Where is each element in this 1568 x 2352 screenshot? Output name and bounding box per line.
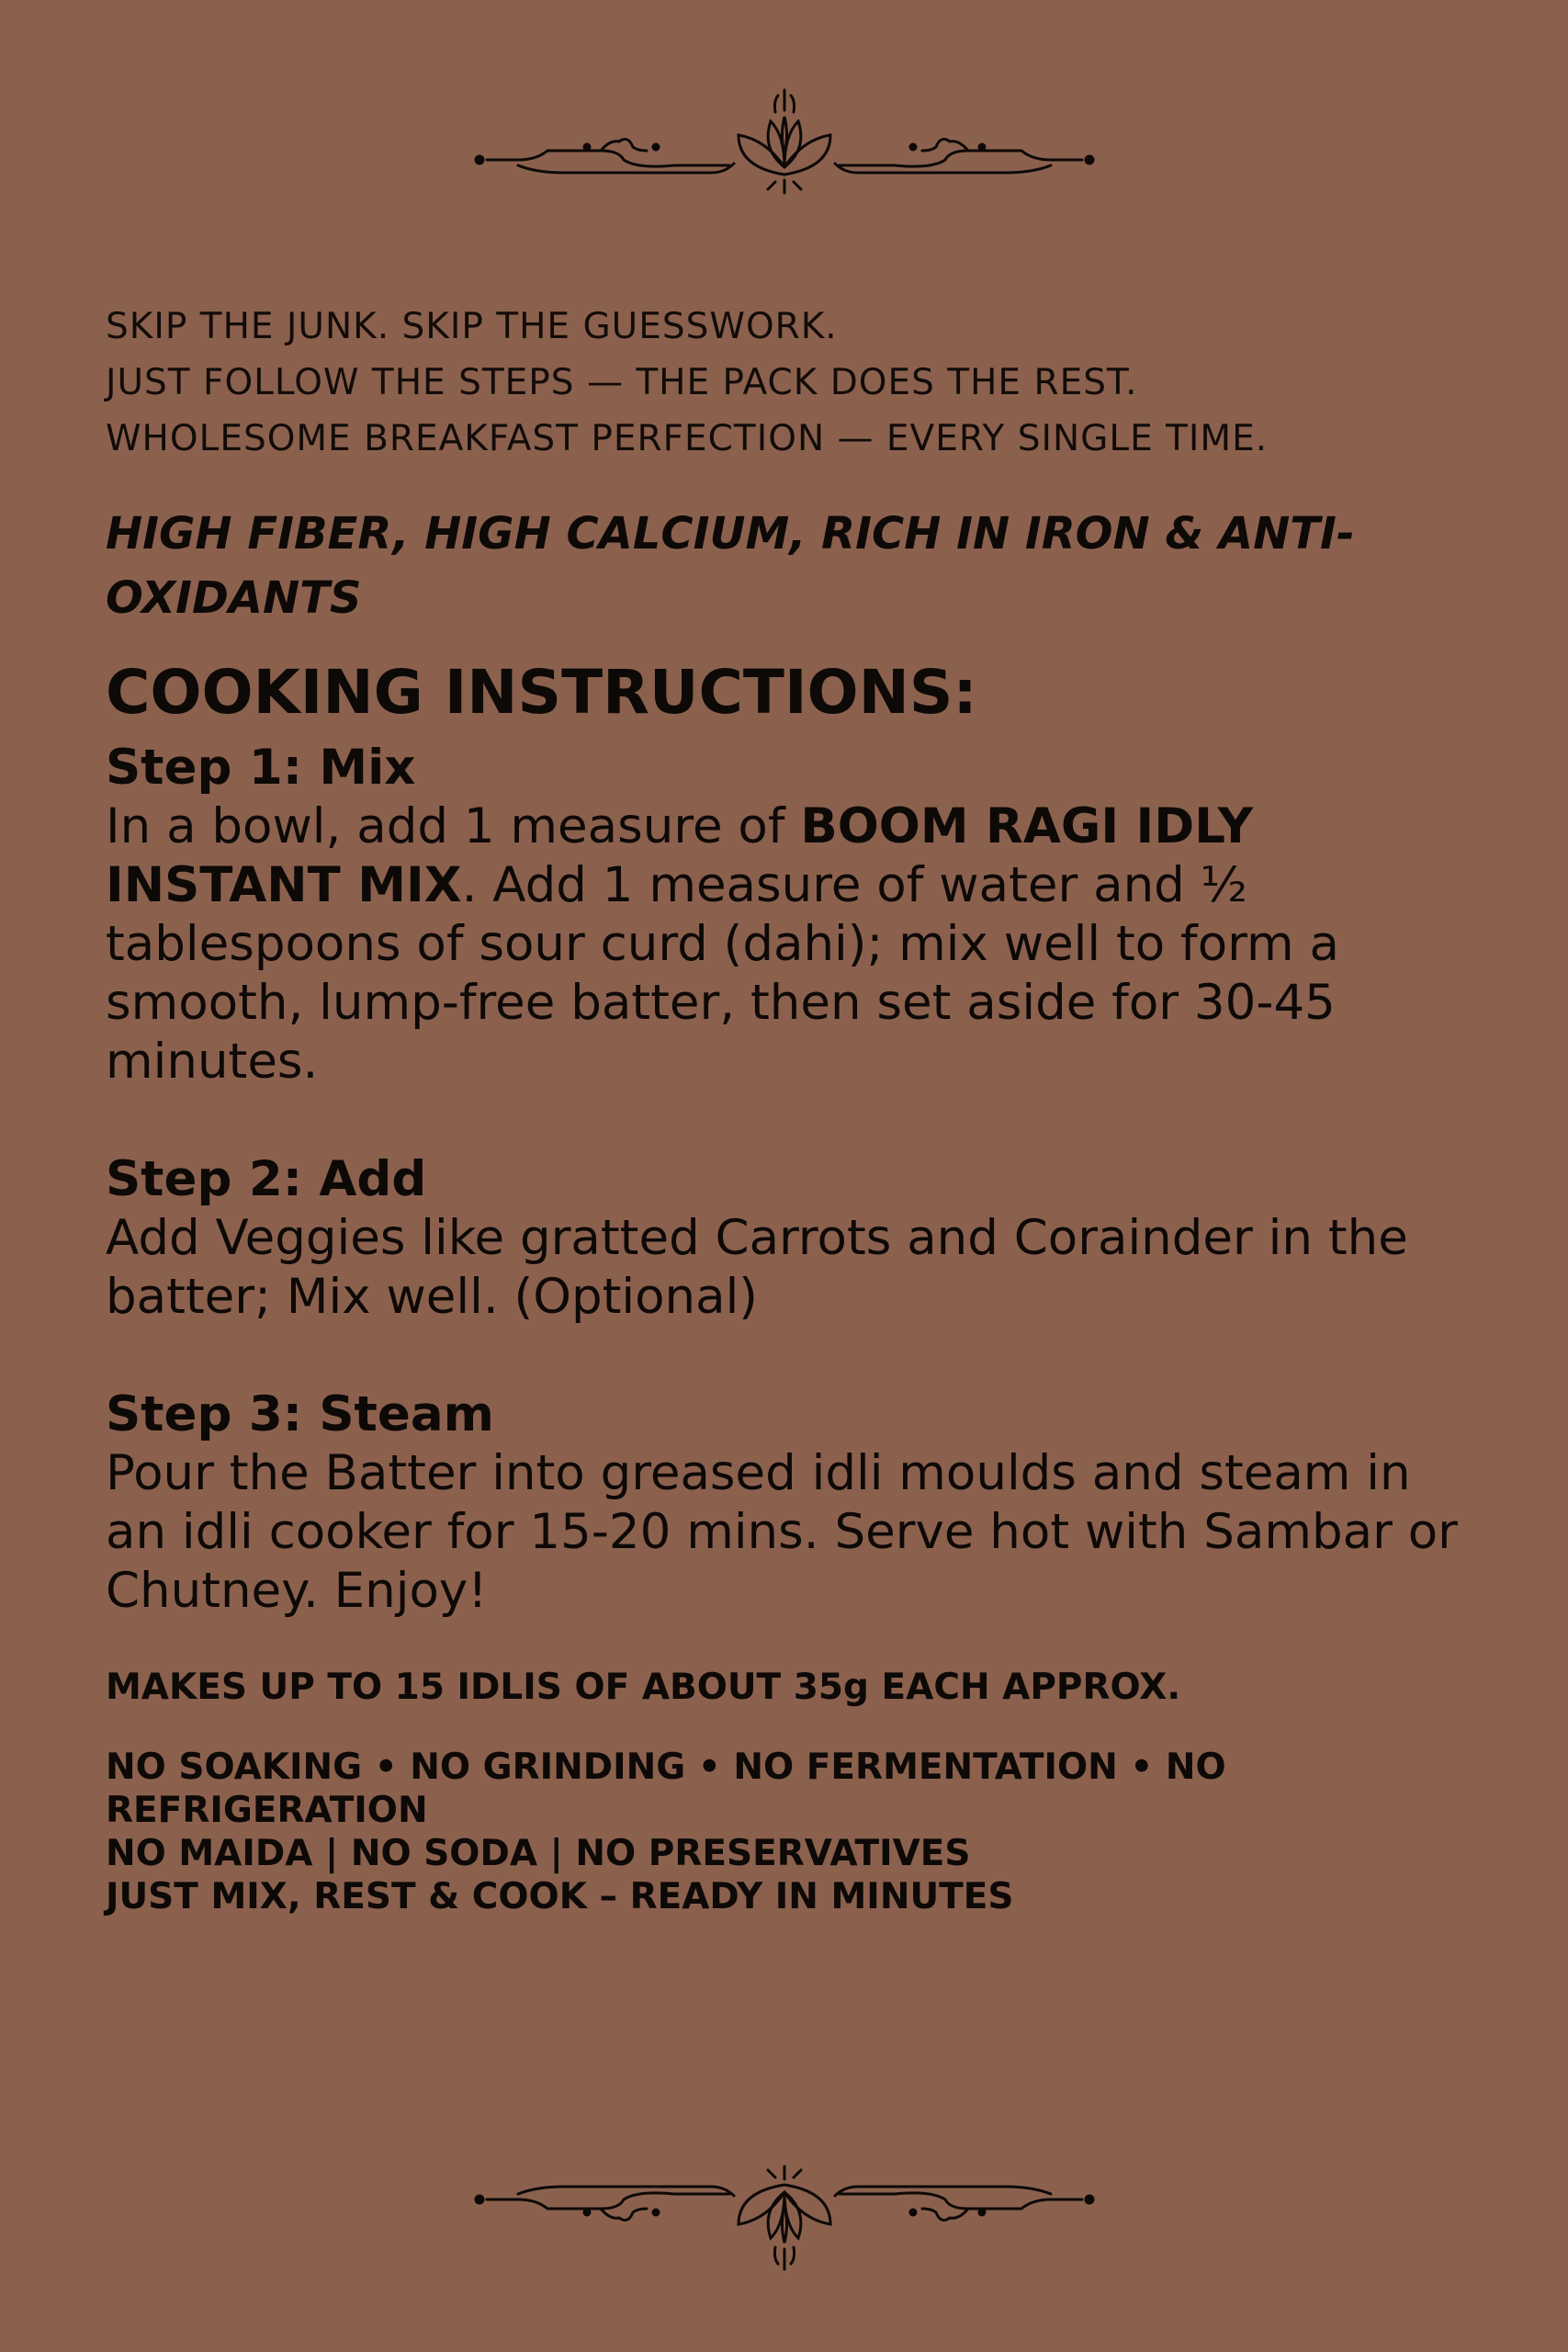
step-body-text: In a bowl, add 1 measure of (106, 798, 801, 854)
tagline-line: WHOLESOME BREAKFAST PERFECTION — EVERY SINGLE TIME. (106, 418, 1269, 459)
step-2 (106, 1150, 1465, 1327)
tagline-line: SKIP THE JUNK. SKIP THE GUESSWORK. (106, 306, 838, 347)
bottom-flourish-icon (463, 2165, 1106, 2275)
step-body (106, 797, 1465, 1091)
yield-text: MAKES UP TO 15 IDLIS OF ABOUT 35g EACH APPROX. (106, 1667, 1181, 1708)
step-title: Step 2: Add (106, 1151, 427, 1207)
claims-block (106, 1746, 1465, 1918)
product-name: BOOM RAGI IDLY INSTANT MIX (106, 798, 1254, 913)
step-3 (106, 1385, 1465, 1621)
tagline-block (106, 299, 1465, 467)
step-body: Add Veggies like gratted Carrots and Corainder in the batter; Mix well. (Optional) (106, 1210, 1408, 1325)
instructions-panel (106, 299, 1465, 1918)
top-flourish-icon (463, 85, 1106, 195)
claim-line: NO MAIDA | NO SODA | NO PRESERVATIVES (106, 1833, 971, 1874)
tagline-line: JUST FOLLOW THE STEPS — THE PACK DOES THE REST. (106, 362, 1138, 403)
step-body: Pour the Batter into greased idli moulds and steam in an idli cooker for 15-20 mins. Serve hot with Sambar or Chutney. Enjoy! (106, 1445, 1458, 1619)
bottom-ornament (0, 2165, 1568, 2275)
step-title: Step 3: Steam (106, 1386, 494, 1442)
step-title: Step 1: Mix (106, 740, 416, 796)
claim-line: JUST MIX, REST & COOK – READY IN MINUTES (106, 1876, 1014, 1917)
claim-line: NO SOAKING • NO GRINDING • NO FERMENTATION • NO REFRIGERATION (106, 1747, 1226, 1831)
benefits-text: HIGH FIBER, HIGH CALCIUM, RICH IN IRON & ANTI-OXIDANTS (106, 508, 1355, 624)
cooking-instructions-heading: COOKING INSTRUCTIONS: (106, 657, 977, 728)
step-body-text: . Add 1 measure of water and ½ tablespoons of sour curd (dahi); mix well to form a smooth, lump-free batter, then set aside for 30-45 minutes. (106, 857, 1339, 1090)
top-ornament (0, 85, 1568, 195)
step-1 (106, 739, 1465, 1091)
